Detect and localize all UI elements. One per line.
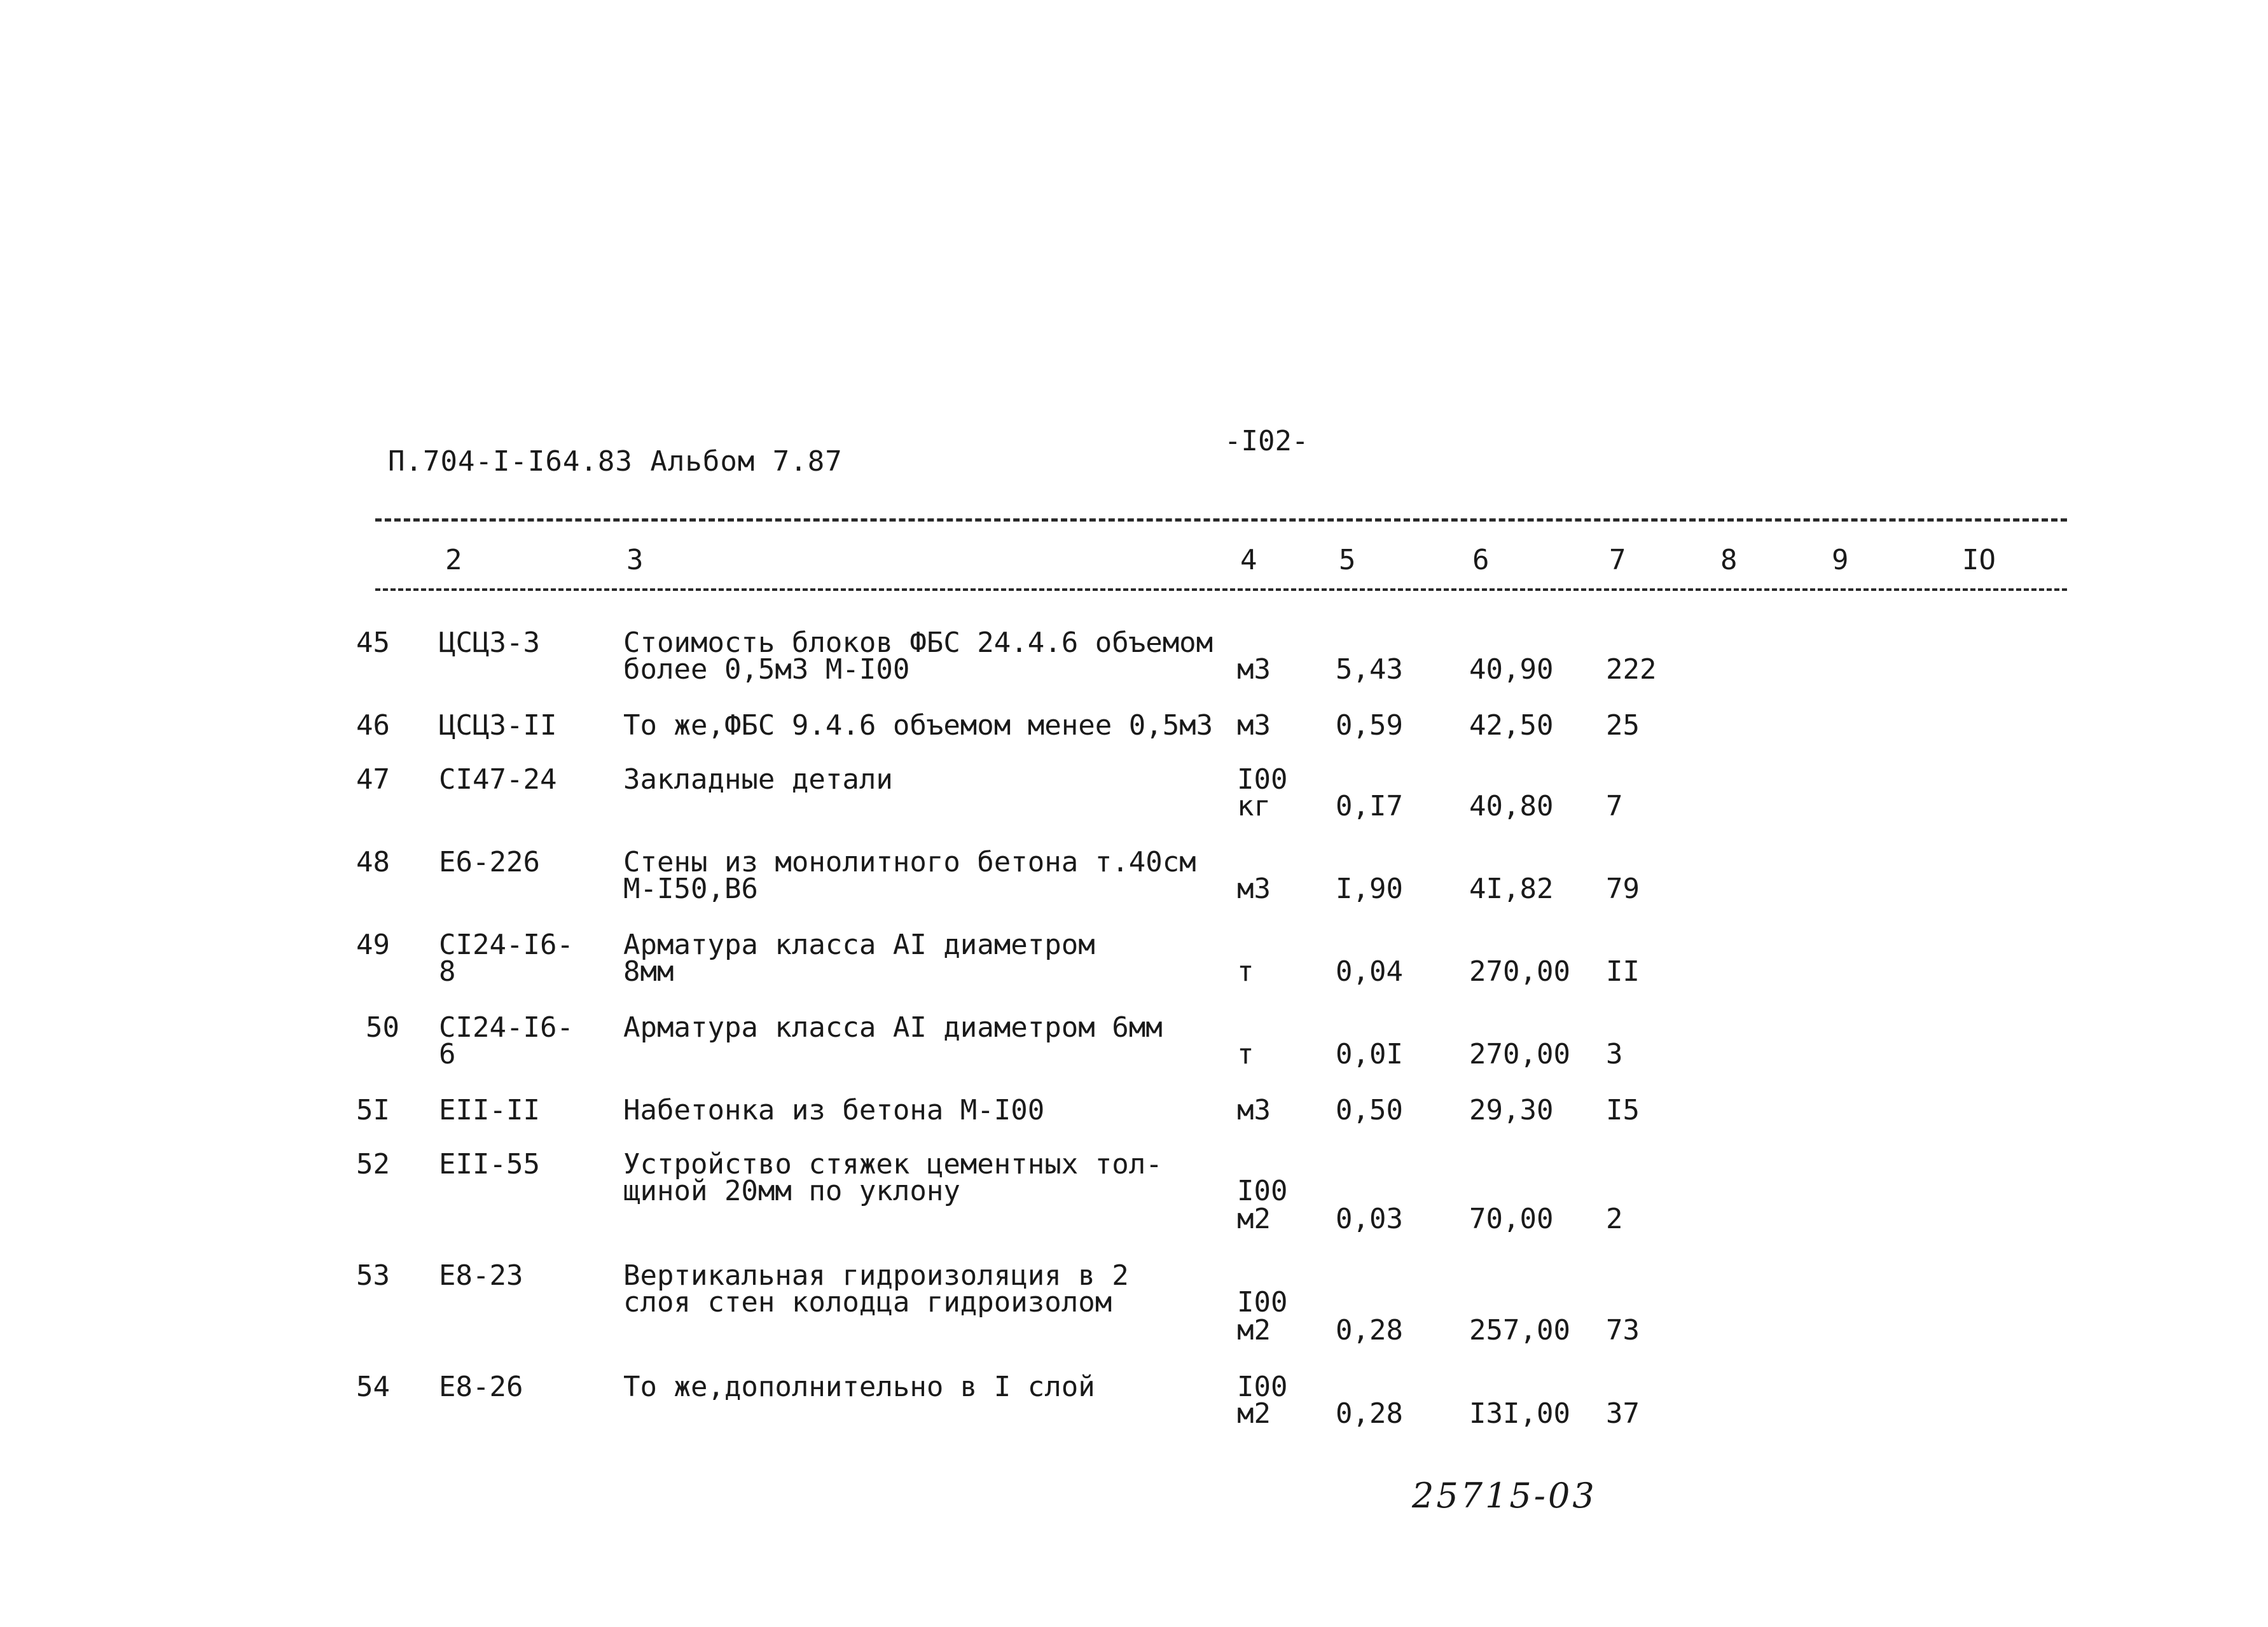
row-unit: м2 [1237, 1397, 1271, 1430]
row-quantity: 0,03 [1336, 1203, 1403, 1235]
row-number: 47 [356, 763, 390, 796]
row-total: 7 [1606, 790, 1623, 822]
row-number: 5I [356, 1094, 390, 1126]
row-number: 53 [356, 1259, 390, 1292]
column-header-5: 5 [1339, 544, 1356, 576]
row-description-line1: Закладные детали [623, 763, 893, 796]
row-quantity: I,90 [1336, 873, 1403, 905]
row-description-line2: щиной 20мм по уклону [623, 1175, 960, 1207]
row-code: ЕII-55 [439, 1148, 540, 1180]
row-code: Е6-226 [439, 846, 540, 878]
row-price: 70,00 [1469, 1203, 1554, 1235]
row-unit: кг [1237, 790, 1271, 822]
row-description-line1: Устройство стяжек цементных тол- [623, 1148, 1163, 1180]
row-code: ЕII-II [439, 1094, 540, 1126]
row-total: I5 [1606, 1094, 1640, 1126]
row-unit: м3 [1237, 1094, 1271, 1126]
row-code: СI24-I6- [439, 1011, 574, 1044]
row-description-line2: слоя стен колодца гидроизолом [623, 1286, 1112, 1319]
row-description-line2: более 0,5м3 М-I00 [623, 653, 910, 686]
row-description-line1: Вертикальная гидроизоляция в 2 [623, 1259, 1129, 1292]
row-description-line1: То же,ФБС 9.4.6 объемом менее 0,5м3 [623, 709, 1214, 742]
row-code: СI24-I6- [439, 929, 574, 961]
row-unit-line1: I00 [1237, 763, 1288, 796]
column-header-8: 8 [1720, 544, 1738, 576]
row-number: 48 [356, 846, 390, 878]
row-unit: м3 [1237, 653, 1271, 686]
row-unit: т [1237, 1038, 1254, 1070]
row-description-line1: Арматура класса АI диаметром [623, 929, 1095, 961]
row-code-line2: 8 [439, 955, 456, 988]
row-total: 79 [1606, 873, 1640, 905]
row-price: 270,00 [1469, 1038, 1570, 1070]
row-price: 270,00 [1469, 955, 1570, 988]
row-unit-line1: I00 [1237, 1175, 1288, 1207]
row-description-line1: Стоимость блоков ФБС 24.4.6 объемом [623, 627, 1214, 659]
row-description-line1: То же,дополнительно в I слой [623, 1371, 1095, 1403]
row-number: 52 [356, 1148, 390, 1180]
table-header-rule [375, 588, 2067, 591]
row-quantity: 0,0I [1336, 1038, 1403, 1070]
row-total: 222 [1606, 653, 1657, 686]
row-unit: м2 [1237, 1314, 1271, 1347]
column-header-7: 7 [1609, 544, 1626, 576]
row-description-line1: Стены из монолитного бетона т.40см [623, 846, 1196, 878]
row-description-line1: Арматура класса АI диаметром 6мм [623, 1011, 1163, 1044]
row-price: I3I,00 [1469, 1397, 1570, 1430]
row-total: 25 [1606, 709, 1640, 742]
row-unit: м2 [1237, 1203, 1271, 1235]
row-code: ЦСЦЗ-3 [439, 627, 540, 659]
row-total: 2 [1606, 1203, 1623, 1235]
row-quantity: 0,28 [1336, 1397, 1403, 1430]
row-total: 37 [1606, 1397, 1640, 1430]
row-quantity: 5,43 [1336, 653, 1403, 686]
page-number: -I02- [1224, 425, 1309, 457]
row-total: 73 [1606, 1314, 1640, 1347]
column-header-3: 3 [626, 544, 644, 576]
row-code: Е8-23 [439, 1259, 523, 1292]
column-header-2: 2 [445, 544, 462, 576]
row-price: 40,80 [1469, 790, 1554, 822]
row-quantity: 0,59 [1336, 709, 1403, 742]
row-unit-line1: I00 [1237, 1286, 1288, 1319]
row-description-line1: Набетонка из бетона М-I00 [623, 1094, 1045, 1126]
row-description-line2: М-I50,В6 [623, 873, 758, 905]
row-number: 46 [356, 709, 390, 742]
row-price: 257,00 [1469, 1314, 1570, 1347]
column-header-9: 9 [1832, 544, 1849, 576]
row-number: 49 [356, 929, 390, 961]
document-code: П.704-I-I64.83 Альбом 7.87 [388, 445, 843, 478]
row-quantity: 0,I7 [1336, 790, 1403, 822]
row-price: 40,90 [1469, 653, 1554, 686]
column-header-6: 6 [1472, 544, 1490, 576]
row-description-line2: 8мм [623, 955, 674, 988]
row-code: Е8-26 [439, 1371, 523, 1403]
row-quantity: 0,04 [1336, 955, 1403, 988]
row-quantity: 0,28 [1336, 1314, 1403, 1347]
row-code: СI47-24 [439, 763, 557, 796]
row-price: 29,30 [1469, 1094, 1554, 1126]
row-quantity: 0,50 [1336, 1094, 1403, 1126]
row-unit: м3 [1237, 709, 1271, 742]
column-header-10: IO [1962, 544, 1996, 576]
row-unit-line1: I00 [1237, 1371, 1288, 1403]
row-unit: т [1237, 955, 1254, 988]
row-price: 4I,82 [1469, 873, 1554, 905]
row-code-line2: 6 [439, 1038, 456, 1070]
row-code: ЦСЦЗ-II [439, 709, 557, 742]
column-header-4: 4 [1240, 544, 1257, 576]
handwritten-number: 25715-03 [1412, 1476, 1597, 1516]
table-top-rule [375, 518, 2067, 522]
row-number: 45 [356, 627, 390, 659]
row-number: 50 [366, 1011, 399, 1044]
row-total: 3 [1606, 1038, 1623, 1070]
row-total: II [1606, 955, 1640, 988]
row-number: 54 [356, 1371, 390, 1403]
row-price: 42,50 [1469, 709, 1554, 742]
row-unit: м3 [1237, 873, 1271, 905]
